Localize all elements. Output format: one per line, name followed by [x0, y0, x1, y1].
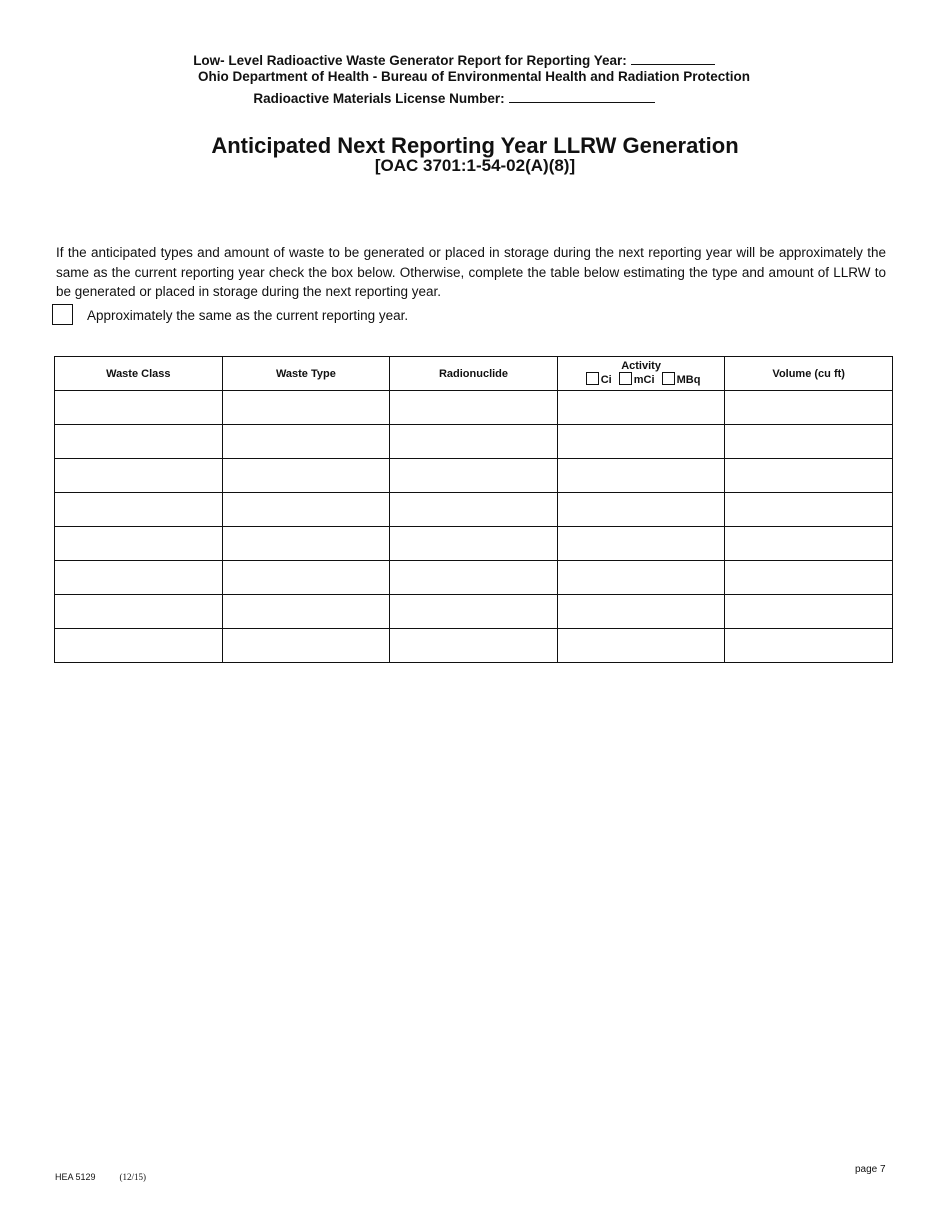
unit-mci-checkbox[interactable] — [619, 372, 632, 385]
table-row — [55, 493, 893, 527]
activity-unit-options — [558, 372, 725, 387]
cell-radionuclide[interactable] — [390, 493, 558, 527]
cell-waste-type[interactable] — [222, 459, 390, 493]
cell-radionuclide[interactable] — [390, 527, 558, 561]
same-as-current-checkbox[interactable] — [52, 304, 73, 325]
unit-mbq-label: MBq — [676, 374, 701, 386]
column-header-volume: Volume (cu ft) — [725, 357, 893, 391]
cell-waste-class[interactable] — [55, 459, 223, 493]
cell-waste-class[interactable] — [55, 561, 223, 595]
cell-radionuclide[interactable] — [390, 595, 558, 629]
cell-waste-class[interactable] — [55, 595, 223, 629]
table-row — [55, 629, 893, 663]
table-row — [55, 459, 893, 493]
column-header-activity — [557, 357, 725, 391]
cell-activity[interactable] — [557, 493, 725, 527]
cell-activity[interactable] — [557, 561, 725, 595]
cell-waste-class[interactable] — [55, 493, 223, 527]
regulation-citation: [OAC 3701:1-54-02(A)(8)] — [374, 156, 576, 175]
table-row — [55, 425, 893, 459]
cell-waste-class[interactable] — [55, 629, 223, 663]
report-year-label: Low- Level Radioactive Waste Generator Report for Reporting Year: — [193, 53, 627, 68]
cell-waste-type[interactable] — [222, 527, 390, 561]
cell-radionuclide[interactable] — [390, 425, 558, 459]
table-body — [55, 391, 893, 663]
column-header-waste-class: Waste Class — [55, 357, 223, 391]
cell-radionuclide[interactable] — [390, 629, 558, 663]
cell-activity[interactable] — [557, 527, 725, 561]
cell-volume[interactable] — [725, 595, 893, 629]
table-row — [55, 561, 893, 595]
cell-activity[interactable] — [557, 391, 725, 425]
table-row — [55, 527, 893, 561]
form-id: HEA 5129 — [55, 1172, 96, 1182]
report-year-field[interactable] — [631, 51, 715, 65]
license-number-line — [0, 89, 929, 107]
unit-ci-label: Ci — [600, 374, 612, 386]
instructions-paragraph: If the anticipated types and amount of waste to be generated or placed in storage during the next reporting year will be approximately the same as the current reporting year check the box below. Otherwise, complete the table below estimating the type and amount of LLRW to be generated or placed in storage during the next reporting year. — [56, 245, 886, 299]
license-number-label: Radioactive Materials License Number: — [253, 91, 505, 106]
waste-generation-table — [54, 356, 893, 663]
cell-radionuclide[interactable] — [390, 459, 558, 493]
cell-volume[interactable] — [725, 459, 893, 493]
unit-mci-label: mCi — [633, 374, 655, 386]
cell-volume[interactable] — [725, 391, 893, 425]
cell-waste-type[interactable] — [222, 493, 390, 527]
form-revision: (12/15) — [119, 1172, 147, 1182]
department-line: Ohio Department of Health - Bureau of Environmental Health and Radiation Protection — [197, 69, 751, 84]
cell-waste-type[interactable] — [222, 425, 390, 459]
cell-volume[interactable] — [725, 561, 893, 595]
license-number-field[interactable] — [509, 89, 655, 103]
cell-activity[interactable] — [557, 425, 725, 459]
cell-volume[interactable] — [725, 493, 893, 527]
activity-label: Activity — [621, 360, 661, 372]
cell-volume[interactable] — [725, 425, 893, 459]
column-header-radionuclide: Radionuclide — [390, 357, 558, 391]
cell-radionuclide[interactable] — [390, 561, 558, 595]
cell-volume[interactable] — [725, 527, 893, 561]
cell-waste-class[interactable] — [55, 527, 223, 561]
page-title: Anticipated Next Reporting Year LLRW Generation — [211, 133, 739, 158]
cell-waste-class[interactable] — [55, 425, 223, 459]
same-as-current-label: Approximately the same as the current reporting year. — [87, 308, 409, 323]
cell-radionuclide[interactable] — [390, 391, 558, 425]
page-number: page 7 — [855, 1164, 886, 1175]
cell-waste-type[interactable] — [222, 561, 390, 595]
table-row — [55, 391, 893, 425]
cell-waste-type[interactable] — [222, 629, 390, 663]
cell-waste-type[interactable] — [222, 595, 390, 629]
column-header-waste-type: Waste Type — [222, 357, 390, 391]
table-header-row — [55, 357, 893, 391]
cell-waste-class[interactable] — [55, 391, 223, 425]
unit-ci-checkbox[interactable] — [586, 372, 599, 385]
cell-activity[interactable] — [557, 459, 725, 493]
cell-volume[interactable] — [725, 629, 893, 663]
unit-mbq-checkbox[interactable] — [662, 372, 675, 385]
table-row — [55, 595, 893, 629]
cell-activity[interactable] — [557, 595, 725, 629]
report-year-line — [0, 51, 929, 69]
cell-activity[interactable] — [557, 629, 725, 663]
form-identifier — [55, 1172, 146, 1182]
cell-waste-type[interactable] — [222, 391, 390, 425]
